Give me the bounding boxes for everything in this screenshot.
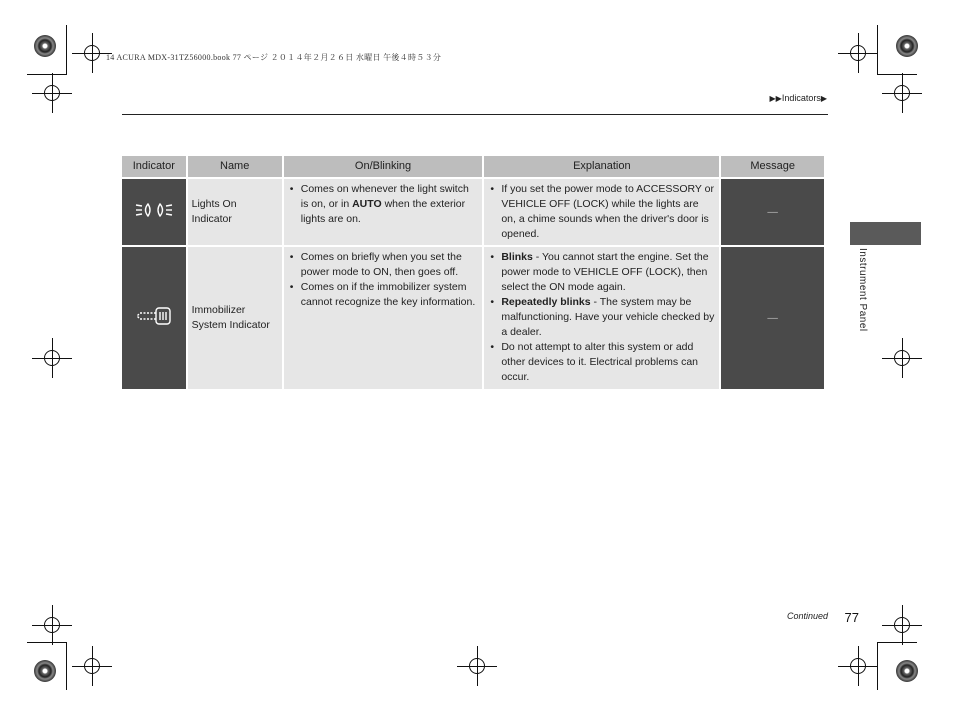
column-header: Explanation xyxy=(484,156,719,177)
on-blinking-cell xyxy=(284,179,483,245)
registration-disk-tl xyxy=(34,35,56,57)
trim-line xyxy=(27,74,67,75)
on-blinking-cell xyxy=(284,247,483,389)
crosshair-mark xyxy=(890,613,914,637)
crosshair-mark xyxy=(80,41,104,65)
crosshair-mark xyxy=(40,346,64,370)
column-header: Indicator xyxy=(122,156,186,177)
registration-disk-tr xyxy=(896,35,918,57)
page-number: 77 xyxy=(844,610,859,625)
indicator-name: Immobilizer System Indicator xyxy=(188,247,282,389)
list-item: • Comes on briefly when you set the power mode to ON, then goes off. xyxy=(301,250,478,280)
list-item: • Do not attempt to alter this system or add other devices to it. Electrical problems can occur. xyxy=(501,340,714,385)
section-label: Instrument Panel xyxy=(857,248,868,332)
message-cell: — xyxy=(721,179,824,245)
trim-line xyxy=(877,74,917,75)
column-header: On/Blinking xyxy=(284,156,483,177)
crosshair-mark xyxy=(846,41,870,65)
list-item: • Blinks - You cannot start the engine. Set the power mode to VEHICLE OFF (LOCK), then select the ON mode again. xyxy=(501,250,714,295)
lights-on-icon xyxy=(134,200,174,220)
table-header-row xyxy=(122,156,824,177)
list-item: • Repeatedly blinks - The system may be malfunctioning. Have your vehicle checked by a dealer. xyxy=(501,295,714,340)
immobilizer-key-icon xyxy=(134,305,174,327)
trim-line xyxy=(877,642,917,643)
trim-line xyxy=(66,25,67,75)
list-item: • If you set the power mode to ACCESSORY or VEHICLE OFF (LOCK) while the lights are on, a chime sounds when the driver's door is opened. xyxy=(501,182,714,242)
indicator-cell xyxy=(122,247,186,389)
registration-disk-br xyxy=(896,660,918,682)
column-header: Message xyxy=(721,156,824,177)
breadcrumb-label: Indicators xyxy=(781,93,821,103)
crosshair-mark xyxy=(890,346,914,370)
trim-line xyxy=(877,642,878,690)
table-row xyxy=(122,247,824,389)
indicator-table xyxy=(120,154,826,391)
double-arrow-icon: ▶▶ xyxy=(769,94,782,103)
list-item: • Comes on whenever the light switch is on, or in AUTO when the exterior lights are on. xyxy=(301,182,478,227)
crosshair-mark xyxy=(80,654,104,678)
section-tab xyxy=(850,222,921,245)
crosshair-mark xyxy=(465,654,489,678)
print-header: 14 ACURA MDX-31TZ56000.book 77 ページ ２０１４年２月２６日 水曜日 午後４時５３分 xyxy=(106,53,442,62)
explanation-cell xyxy=(484,247,719,389)
header-rule xyxy=(122,114,828,115)
crosshair-mark xyxy=(40,81,64,105)
indicator-cell xyxy=(122,179,186,245)
table-row xyxy=(122,179,824,245)
explanation-cell xyxy=(484,179,719,245)
indicator-name: Lights On Indicator xyxy=(188,179,282,245)
continued-label: Continued xyxy=(786,611,828,621)
crosshair-mark xyxy=(40,613,64,637)
column-header: Name xyxy=(188,156,282,177)
crosshair-mark xyxy=(890,81,914,105)
message-cell: — xyxy=(721,247,824,389)
breadcrumb[interactable] xyxy=(770,93,828,103)
trim-line xyxy=(66,642,67,690)
registration-disk-bl xyxy=(34,660,56,682)
arrow-icon: ▶ xyxy=(820,94,827,103)
trim-line xyxy=(27,642,67,643)
list-item: • Comes on if the immobilizer system cannot recognize the key information. xyxy=(301,280,478,310)
crosshair-mark xyxy=(846,654,870,678)
trim-line xyxy=(877,25,878,75)
